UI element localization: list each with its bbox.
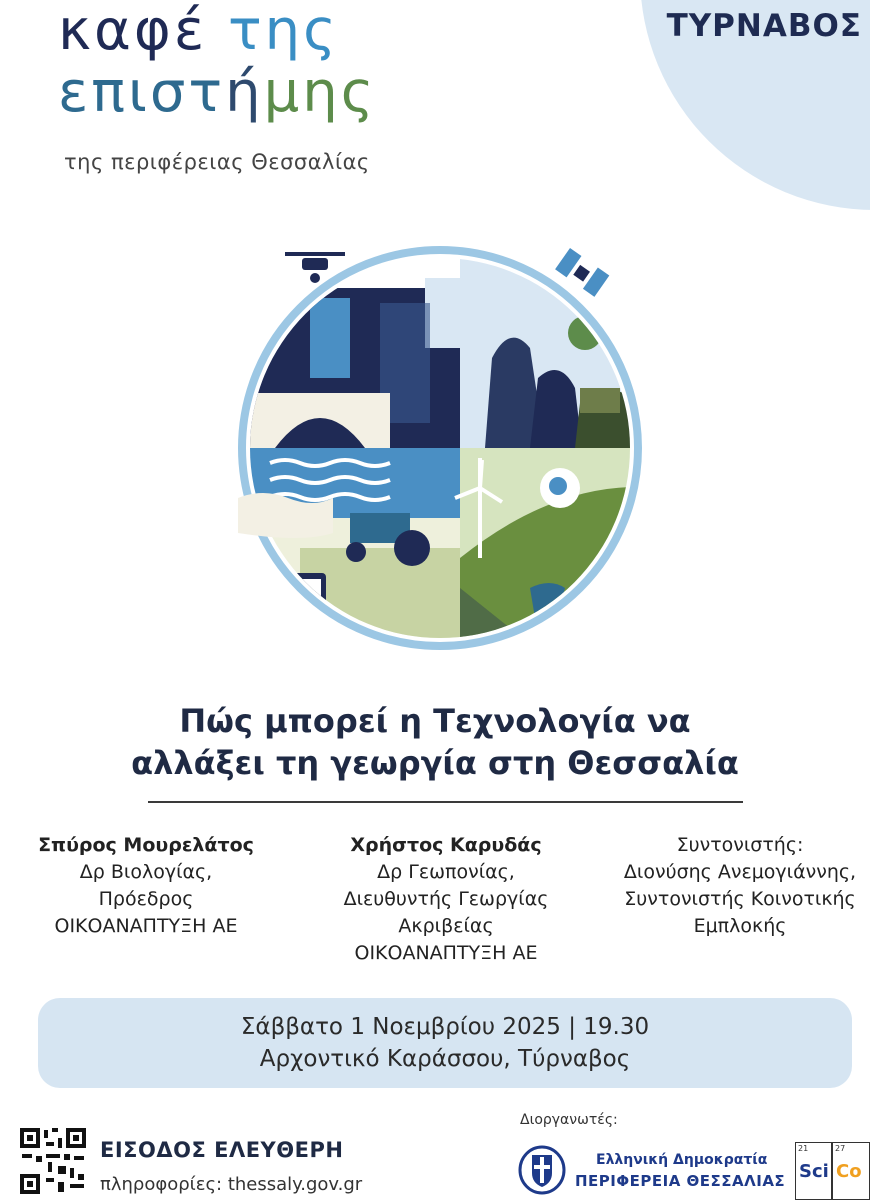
scico-tile-sci-symbol: Sci	[799, 1161, 829, 1182]
divider	[148, 801, 743, 803]
logo-word-mis: μης	[263, 60, 377, 125]
qr-code[interactable]	[18, 1126, 88, 1196]
free-entry-label: ΕΙΣΟΔΟΣ ΕΛΕΥΘΕΡΗ	[100, 1138, 344, 1162]
moderator-line3: Εμπλοκής	[693, 915, 787, 937]
event-venue: Αρχοντικό Καράσσου, Τύρναβος	[259, 1046, 631, 1072]
event-date-time: Σάββατο 1 Νοεμβρίου 2025 | 19.30	[240, 1014, 650, 1040]
logo-word-epist: επιστ	[58, 60, 226, 125]
city-label: ΤΥΡΝΑΒΟΣ	[666, 8, 862, 44]
scico-tile-co-num: 27	[835, 1144, 846, 1153]
speaker-2	[316, 832, 576, 967]
scico-tile-co-symbol: Co	[836, 1161, 862, 1182]
speaker-2-name: Χρήστος Καρυδάς	[350, 834, 542, 856]
logo-word-tis: της	[227, 0, 340, 63]
greek-emblem-icon	[518, 1145, 566, 1195]
moderator-role: Συντονιστής:	[676, 834, 804, 856]
speaker-1-name: Σπύρος Μουρελάτος	[38, 834, 254, 856]
moderator-line1: Διονύσης Ανεμογιάννης,	[623, 861, 857, 883]
scico-tile-co	[832, 1142, 870, 1200]
speaker-2-line3: Ακριβείας	[398, 915, 494, 937]
event-title-line1: Πώς μπορεί η Τεχνολογία να	[179, 702, 691, 740]
speaker-2-line1: Δρ Γεωπονίας,	[377, 861, 515, 883]
logo-word-i: ή	[225, 60, 264, 125]
speaker-2-line4: ΟΙΚΟΑΝΑΠΤΥΞΗ ΑΕ	[354, 942, 538, 964]
speaker-1-line3: ΟΙΚΟΑΝΑΠΤΥΞΗ ΑΕ	[54, 915, 238, 937]
info-link[interactable]: πληροφορίες: thessaly.gov.gr	[100, 1174, 363, 1195]
organizer-gov-line2: ΠΕΡΙΦΕΡΕΙΑ ΘΕΣΣΑΛΙΑΣ	[575, 1172, 786, 1190]
cafe-logo-title	[58, 0, 377, 124]
event-details-box	[38, 998, 852, 1088]
speaker-1-line1: Δρ Βιολογίας,	[79, 861, 213, 883]
speaker-2-line2: Διευθυντής Γεωργίας	[343, 888, 549, 910]
scico-logo	[795, 1142, 870, 1200]
event-title	[0, 700, 870, 784]
logo-tagline: της περιφέρειας Θεσσαλίας	[64, 150, 370, 174]
scico-tile-sci-num: 21	[798, 1144, 809, 1153]
speaker-1-line2: Πρόεδρος	[98, 888, 194, 910]
logo-word-cafe: καφέ	[58, 0, 208, 63]
moderator-line2: Συντονιστής Κοινοτικής	[624, 888, 856, 910]
moderator	[610, 832, 870, 940]
scico-tile-sci	[795, 1142, 832, 1200]
illustration-agritech-circle	[230, 228, 660, 668]
event-title-line2: αλλάξει τη γεωργία στη Θεσσαλία	[131, 744, 739, 782]
speaker-1	[16, 832, 276, 940]
organizer-gov-line1: Ελληνική Δημοκρατία	[596, 1152, 768, 1168]
organizers-label: Διοργανωτές:	[520, 1112, 618, 1128]
